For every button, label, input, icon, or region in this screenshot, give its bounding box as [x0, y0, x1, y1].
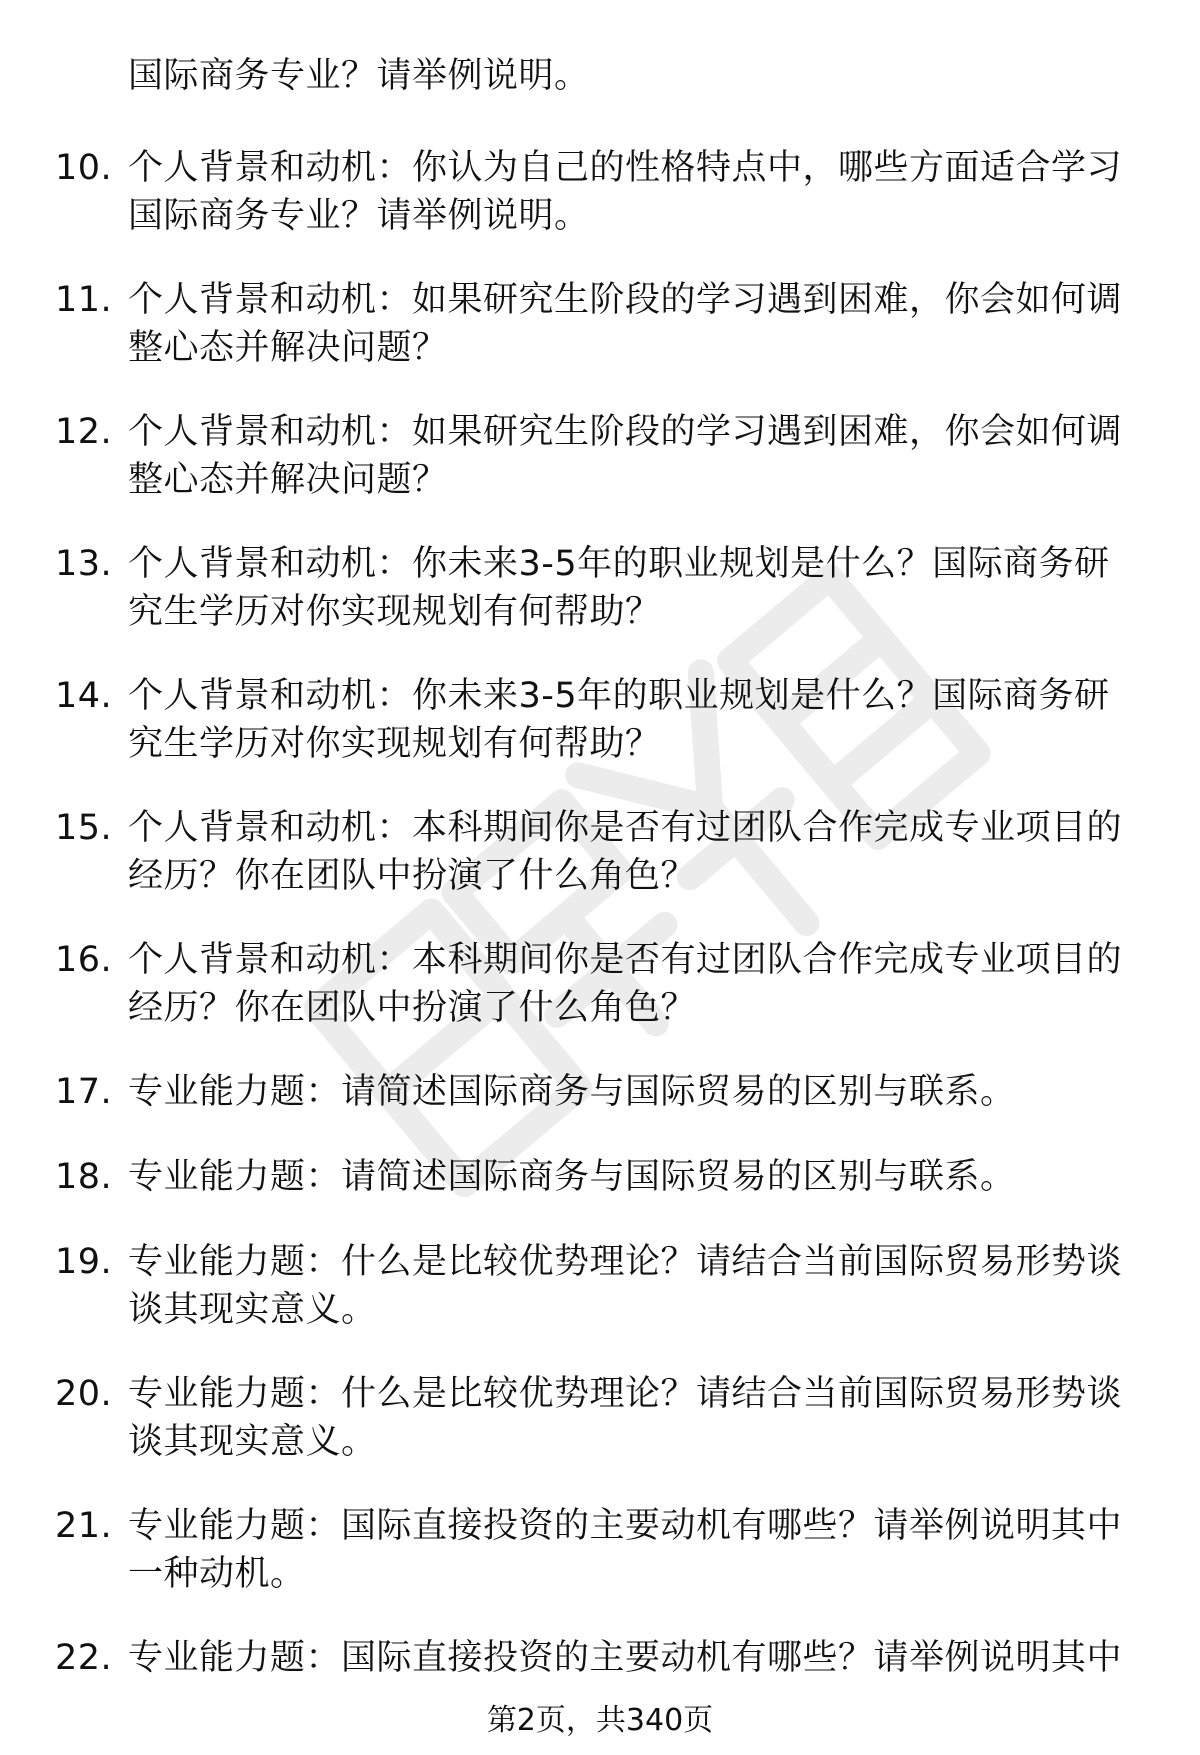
- page-footer: 第2页，共340页: [486, 1703, 714, 1738]
- list-item-number: 21.: [55, 1506, 113, 1546]
- list-item-text: 经历？你在团队中扮演了什么角色？: [128, 988, 697, 1028]
- list-item-text: 专业能力题：请简述国际商务与国际贸易的区别与联系。: [128, 1157, 1016, 1197]
- list-item-text: 个人背景和动机：你认为自己的性格特点中，哪些方面适合学习: [128, 148, 1123, 188]
- list-item-text: 专业能力题：请简述国际商务与国际贸易的区别与联系。: [128, 1072, 1016, 1112]
- list-item-text: 个人背景和动机：如果研究生阶段的学习遇到困难，你会如何调: [128, 412, 1123, 452]
- list-item-number: 10.: [55, 148, 113, 188]
- list-item-text: 个人背景和动机：你未来3-5年的职业规划是什么？国际商务研: [128, 544, 1110, 584]
- list-item-text: 一种动机。: [128, 1554, 306, 1594]
- list-item-text: 个人背景和动机：本科期间你是否有过团队合作完成专业项目的: [128, 808, 1123, 848]
- list-item-number: 14.: [55, 676, 113, 716]
- list-item-number: 19.: [55, 1242, 113, 1282]
- list-item-text: 整心态并解决问题？: [128, 460, 448, 500]
- list-item-text: 整心态并解决问题？: [128, 328, 448, 368]
- list-item-text: 专业能力题：什么是比较优势理论？请结合当前国际贸易形势谈: [128, 1374, 1123, 1414]
- list-item-text: 个人背景和动机：本科期间你是否有过团队合作完成专业项目的: [128, 940, 1123, 980]
- list-item-number: 17.: [55, 1072, 113, 1112]
- list-item-number: 18.: [55, 1157, 113, 1197]
- list-item-number: 22.: [55, 1638, 113, 1678]
- list-item-number: 11.: [55, 280, 113, 320]
- list-item-text: 谈其现实意义。: [128, 1290, 377, 1330]
- list-item-text: 个人背景和动机：如果研究生阶段的学习遇到困难，你会如何调: [128, 280, 1123, 320]
- list-item-number: 20.: [55, 1374, 113, 1414]
- list-item-text: 专业能力题：国际直接投资的主要动机有哪些？请举例说明其中: [128, 1638, 1123, 1678]
- list-item-number: 12.: [55, 412, 113, 452]
- list-item-text: 个人背景和动机：你未来3-5年的职业规划是什么？国际商务研: [128, 676, 1110, 716]
- list-item-number: 16.: [55, 940, 113, 980]
- list-item-number: 13.: [55, 544, 113, 584]
- list-item-text: 究生学历对你实现规划有何帮助？: [128, 724, 661, 764]
- list-item-text: 国际商务专业？请举例说明。: [128, 196, 590, 236]
- list-item-number: 15.: [55, 808, 113, 848]
- list-item-text: 谈其现实意义。: [128, 1422, 377, 1462]
- list-item-text: 专业能力题：什么是比较优势理论？请结合当前国际贸易形势谈: [128, 1242, 1123, 1282]
- list-item-text: 专业能力题：国际直接投资的主要动机有哪些？请举例说明其中: [128, 1506, 1123, 1546]
- list-item-text: 国际商务专业？请举例说明。: [128, 56, 590, 96]
- list-item-text: 经历？你在团队中扮演了什么角色？: [128, 856, 697, 896]
- list-item-text: 究生学历对你实现规划有何帮助？: [128, 592, 661, 632]
